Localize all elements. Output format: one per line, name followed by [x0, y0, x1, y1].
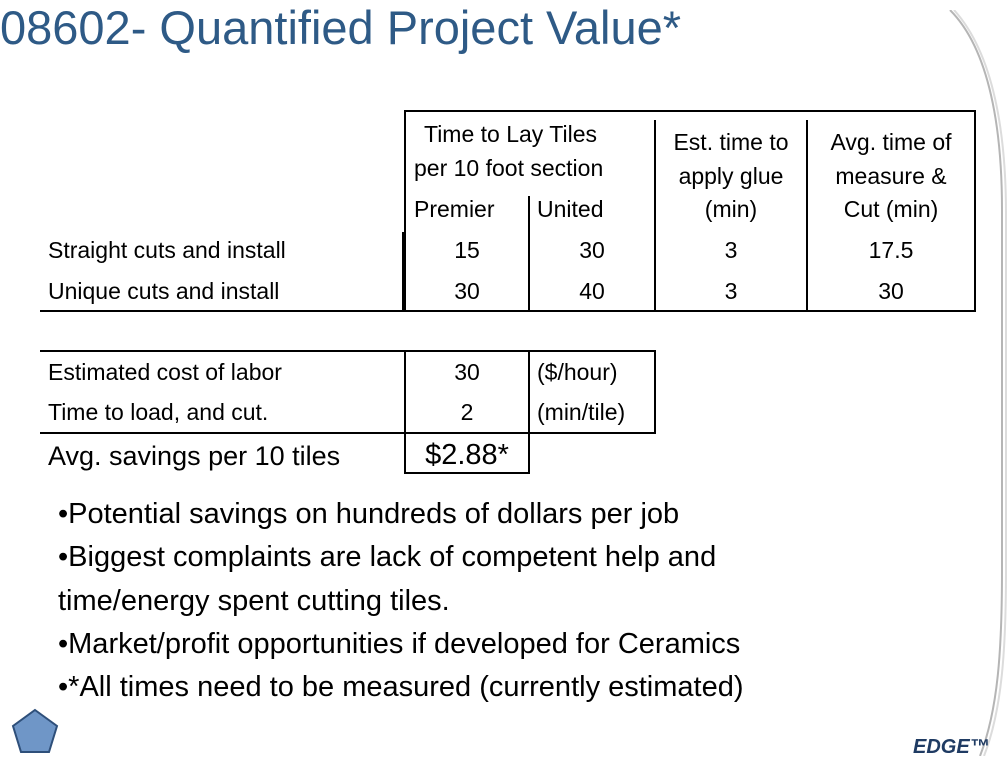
cell-load-time-unit: (min/tile) — [537, 399, 626, 425]
header-premier: Premier — [414, 196, 495, 222]
header-measure-line1: Avg. time of — [830, 129, 952, 155]
cell-glue-straight: 3 — [724, 237, 738, 263]
cell-labor-cost-value: 30 — [454, 359, 480, 385]
edge-logo: EDGE™ — [913, 736, 990, 758]
row-label-labor-cost: Estimated cost of labor — [48, 359, 282, 385]
savings-value: $2.88* — [425, 439, 509, 471]
bullet-item: •Biggest complaints are lack of competent help and — [58, 541, 717, 573]
header-glue-line3: (min) — [704, 196, 758, 222]
cell-measure-unique: 30 — [878, 278, 904, 304]
cell-glue-unique: 3 — [724, 278, 738, 304]
savings-label: Avg. savings per 10 tiles — [48, 441, 341, 471]
header-glue-line2: apply glue — [678, 163, 784, 189]
cell-united-straight: 30 — [579, 237, 605, 263]
cell-premier-straight: 15 — [454, 237, 480, 263]
bullet-item-continuation: time/energy spent cutting tiles. — [58, 585, 450, 617]
header-united: United — [537, 196, 604, 222]
cell-measure-straight: 17.5 — [868, 237, 914, 263]
row-label-unique-cuts: Unique cuts and install — [48, 278, 280, 304]
slide-title: 08602- Quantified Project Value* — [0, 1, 682, 54]
header-glue-line1: Est. time to — [673, 129, 789, 155]
row-label-straight-cuts: Straight cuts and install — [48, 237, 286, 263]
header-measure-line3: Cut (min) — [843, 196, 939, 222]
cell-premier-unique: 30 — [454, 278, 480, 304]
pentagon-icon — [10, 708, 60, 754]
row-label-load-time: Time to load, and cut. — [48, 399, 269, 425]
bullet-item: •Potential savings on hundreds of dollars per job — [58, 498, 680, 530]
bullet-item: •Market/profit opportunities if developed for Ceramics — [58, 628, 741, 660]
cell-load-time-value: 2 — [460, 399, 474, 425]
bullet-item: •*All times need to be measured (currently estimated) — [58, 671, 744, 703]
cell-united-unique: 40 — [579, 278, 605, 304]
header-lay-tiles-line1: Time to Lay Tiles — [424, 121, 597, 147]
header-measure-line2: measure & — [835, 163, 947, 189]
header-lay-tiles-line2: per 10 foot section — [414, 155, 604, 181]
cell-labor-cost-unit: ($/hour) — [537, 359, 618, 385]
